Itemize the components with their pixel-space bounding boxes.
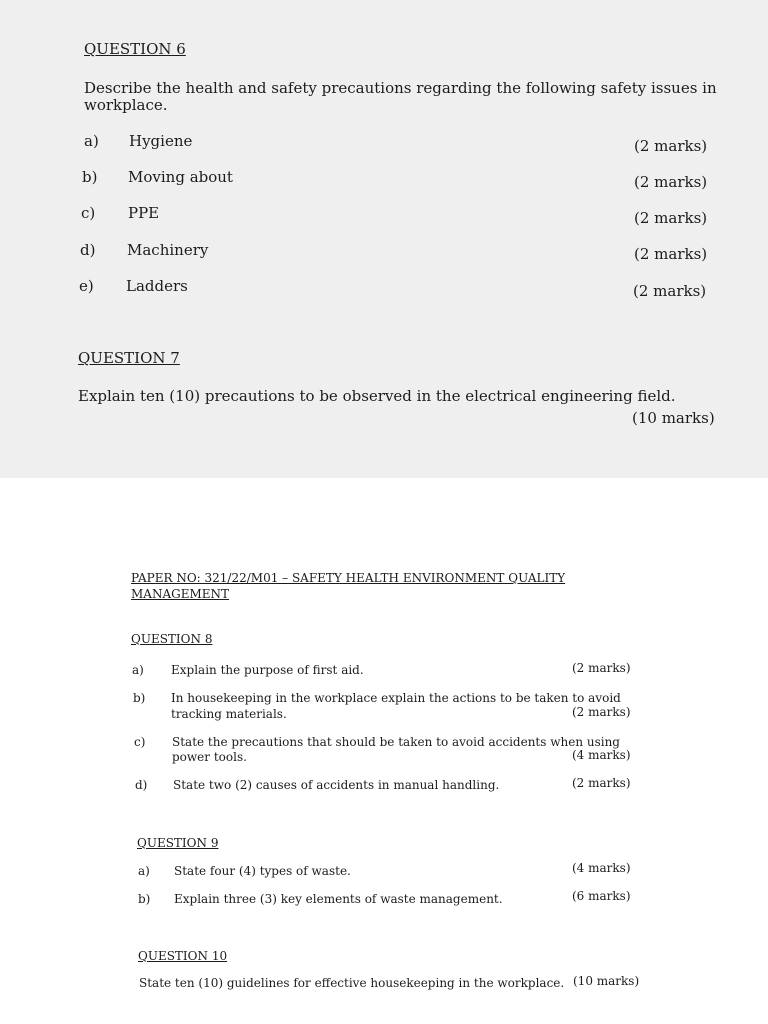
exam-page-bottom [0,478,768,1024]
q8-item-d-text: State two (2) causes of accidents in manual handling. [173,778,500,792]
q8-item-a-marks: (2 marks) [572,661,631,675]
exam-page-top [0,0,768,478]
q9-item-b-marks: (6 marks) [572,889,631,903]
q6-item-d-marks: (2 marks) [634,245,708,263]
q6-item-d-text: Machinery [127,241,209,259]
paper-header-line2: MANAGEMENT [131,587,230,601]
question-6-intro-line2: workplace. [84,96,168,114]
q9-item-a-text: State four (4) types of waste. [174,864,351,878]
question-7-title: QUESTION 7 [78,349,180,367]
q6-item-d-letter: d) [80,241,96,259]
q8-item-c-marks: (4 marks) [572,748,631,762]
q8-item-b-letter: b) [133,691,146,705]
q6-item-b-marks: (2 marks) [634,173,708,191]
q8-item-c-letter: c) [134,735,146,749]
q8-item-d-letter: d) [135,778,148,792]
q8-item-b-marks: (2 marks) [572,705,631,719]
q6-item-b-letter: b) [82,168,98,186]
q8-item-c-line2: power tools. [172,750,247,764]
q6-item-a-letter: a) [84,132,99,150]
q8-item-b-line1: In housekeeping in the workplace explain the actions to be taken to avoid [171,691,621,705]
q6-item-e-letter: e) [79,277,94,295]
q8-item-b-line2: tracking materials. [171,707,287,721]
q6-item-e-text: Ladders [126,277,188,295]
paper-header-line1: PAPER NO: 321/22/M01 – SAFETY HEALTH ENVIRONMENT QUALITY [131,571,566,585]
q6-item-e-marks: (2 marks) [633,282,707,300]
question-8-title: QUESTION 8 [131,632,213,646]
question-10-title: QUESTION 10 [138,949,228,963]
q9-item-a-letter: a) [138,864,150,878]
q8-item-a-text: Explain the purpose of first aid. [171,663,364,677]
q6-item-c-text: PPE [128,204,160,222]
q6-item-c-letter: c) [81,204,96,222]
q6-item-b-text: Moving about [128,168,233,186]
question-6-title: QUESTION 6 [84,40,186,58]
q9-item-b-text: Explain three (3) key elements of waste management. [174,892,503,906]
question-10-text: State ten (10) guidelines for effective housekeeping in the workplace. [139,976,565,990]
q9-item-a-marks: (4 marks) [572,861,631,875]
q8-item-d-marks: (2 marks) [572,776,631,790]
question-9-title: QUESTION 9 [137,836,219,850]
question-10-marks: (10 marks) [573,974,640,988]
q8-item-c-line1: State the precautions that should be taken to avoid accidents when using [172,735,620,749]
question-7-marks: (10 marks) [632,409,715,427]
q6-item-a-marks: (2 marks) [634,137,708,155]
q6-item-c-marks: (2 marks) [634,209,708,227]
question-6-intro-line1: Describe the health and safety precautions regarding the following safety issues in [84,79,717,97]
q8-item-a-letter: a) [132,663,144,677]
q6-item-a-text: Hygiene [129,132,193,150]
q9-item-b-letter: b) [138,892,151,906]
question-7-text: Explain ten (10) precautions to be observed in the electrical engineering field. [78,387,676,405]
